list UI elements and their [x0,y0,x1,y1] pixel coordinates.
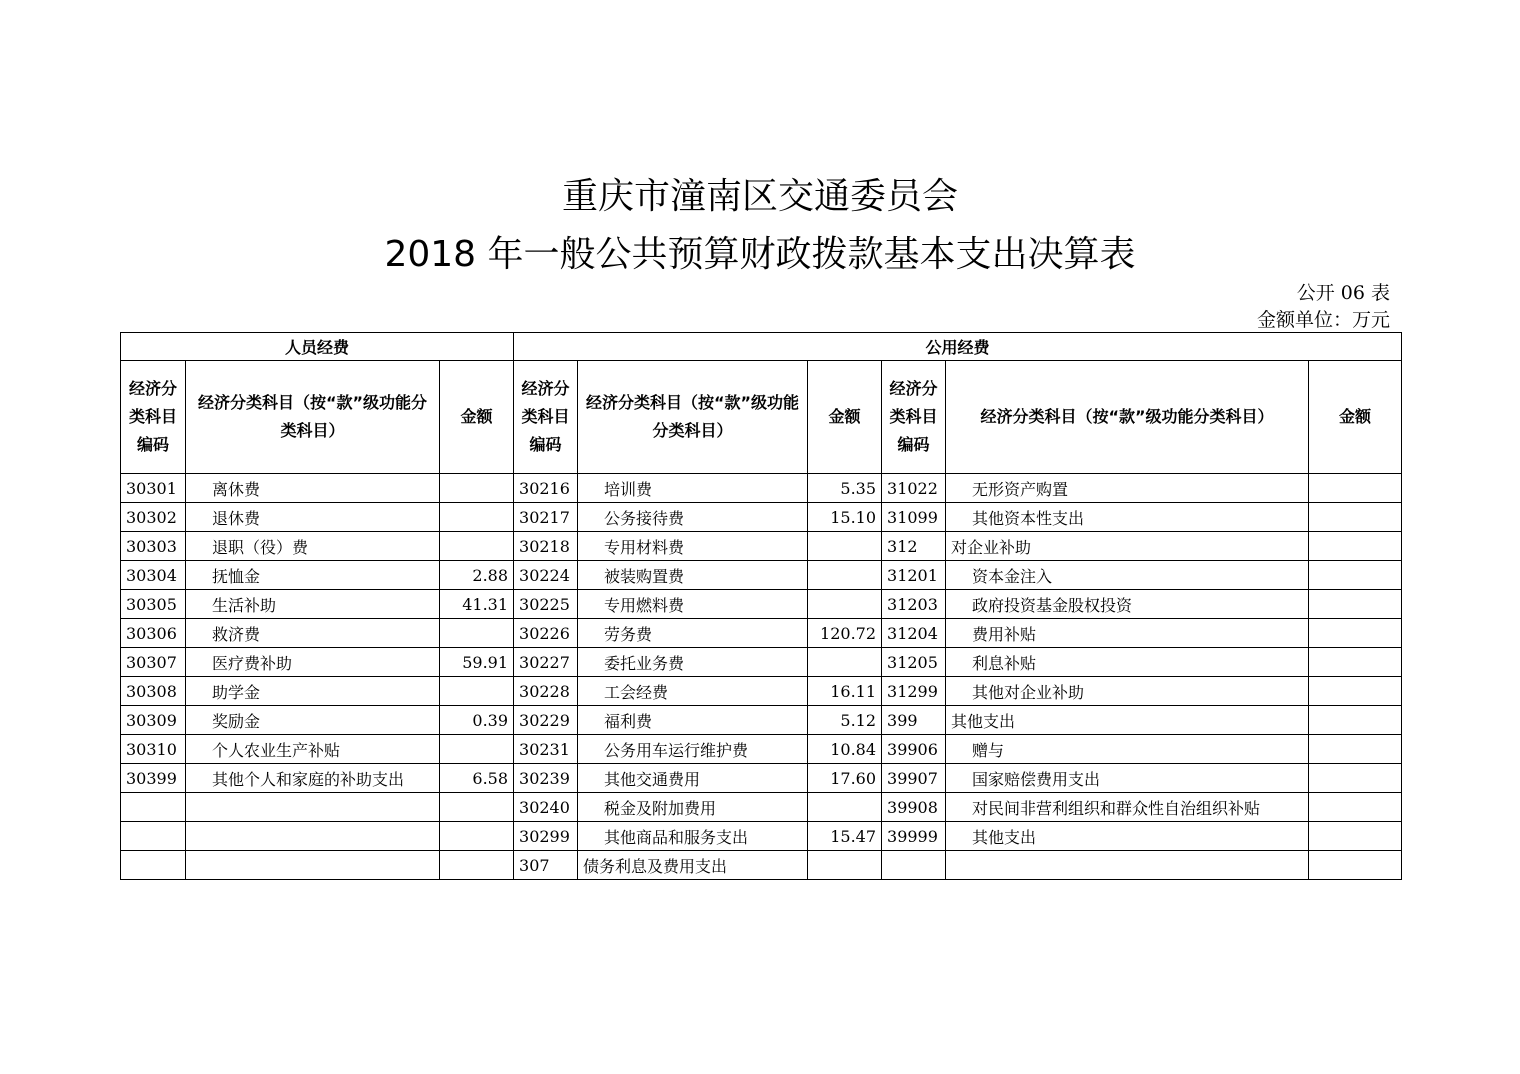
code-cell: 30302 [121,503,186,532]
item-name-cell [186,793,440,822]
item-name-cell: 专用材料费 [578,532,808,561]
code-cell [121,822,186,851]
amount-cell [440,619,514,648]
amount-cell: 41.31 [440,590,514,619]
item-name-cell [946,851,1309,880]
amount-cell: 17.60 [808,764,882,793]
code-cell: 39908 [882,793,946,822]
item-name-cell: 其他资本性支出 [946,503,1309,532]
code-cell: 30239 [514,764,578,793]
amount-cell [1309,590,1402,619]
code-cell: 30301 [121,474,186,503]
item-name-cell: 助学金 [186,677,440,706]
amount-cell [1309,822,1402,851]
code-cell: 30228 [514,677,578,706]
amount-cell [1309,474,1402,503]
code-cell: 30303 [121,532,186,561]
amount-cell [440,793,514,822]
amount-cell: 6.58 [440,764,514,793]
amount-cell [440,677,514,706]
item-name-cell: 其他对企业补助 [946,677,1309,706]
item-name-cell [186,822,440,851]
item-name-cell: 无形资产购置 [946,474,1309,503]
amount-cell [808,851,882,880]
report-title-org: 重庆市潼南区交通委员会 [561,176,958,217]
amount-cell [1309,706,1402,735]
amount-cell [1309,503,1402,532]
item-name-cell: 个人农业生产补贴 [186,735,440,764]
code-cell: 30307 [121,648,186,677]
table-number: 公开 06 表 [1296,282,1390,304]
item-name-cell: 生活补助 [186,590,440,619]
item-name-cell: 委托业务费 [578,648,808,677]
item-name-cell: 离休费 [186,474,440,503]
code-cell: 30310 [121,735,186,764]
amount-unit: 金额单位：万元 [1256,309,1390,331]
item-name-cell: 专用燃料费 [578,590,808,619]
code-cell: 30217 [514,503,578,532]
item-name-cell: 抚恤金 [186,561,440,590]
table-row [121,735,1402,764]
item-name-cell: 公务接待费 [578,503,808,532]
amount-cell: 15.47 [808,822,882,851]
item-name-cell: 其他个人和家庭的补助支出 [186,764,440,793]
col-header-code: 经济分类科目编码 [121,361,186,474]
item-name-cell: 利息补贴 [946,648,1309,677]
code-cell: 30308 [121,677,186,706]
amount-cell [1309,851,1402,880]
group-header-public: 公用经费 [514,333,1402,361]
item-name-cell: 医疗费补助 [186,648,440,677]
amount-cell [1309,619,1402,648]
item-name-cell: 救济费 [186,619,440,648]
table-row [121,619,1402,648]
amount-cell [1309,677,1402,706]
item-name-cell: 被装购置费 [578,561,808,590]
code-cell: 31299 [882,677,946,706]
code-cell: 30305 [121,590,186,619]
amount-cell: 16.11 [808,677,882,706]
code-cell [121,793,186,822]
code-cell: 30226 [514,619,578,648]
amount-cell: 59.91 [440,648,514,677]
table-row [121,851,1402,880]
table-row [121,822,1402,851]
amount-cell: 10.84 [808,735,882,764]
code-cell: 31205 [882,648,946,677]
item-name-cell: 退休费 [186,503,440,532]
code-cell: 31203 [882,590,946,619]
table-row [121,706,1402,735]
col-header-amount: 金额 [808,361,882,474]
table-row [121,503,1402,532]
report-title: 2018 年一般公共预算财政拨款基本支出决算表 [384,234,1136,275]
code-cell: 30240 [514,793,578,822]
code-cell: 30304 [121,561,186,590]
table-row [121,648,1402,677]
item-name-cell: 政府投资基金股权投资 [946,590,1309,619]
code-cell: 30224 [514,561,578,590]
item-name-cell: 劳务费 [578,619,808,648]
expenditure-table [120,332,1402,880]
code-cell: 312 [882,532,946,561]
item-name-cell: 培训费 [578,474,808,503]
amount-cell [1309,648,1402,677]
col-header-code: 经济分类科目编码 [514,361,578,474]
table-row [121,677,1402,706]
col-header-name: 经济分类科目（按“款”级功能分类科目） [946,361,1309,474]
table-row [121,764,1402,793]
code-cell: 39907 [882,764,946,793]
item-name-cell: 奖励金 [186,706,440,735]
code-cell: 39999 [882,822,946,851]
code-cell [882,851,946,880]
col-header-amount: 金额 [1309,361,1402,474]
amount-cell [1309,793,1402,822]
amount-cell [1309,764,1402,793]
item-name-cell: 工会经费 [578,677,808,706]
table-row [121,474,1402,503]
amount-cell [808,532,882,561]
amount-cell [1309,735,1402,764]
code-cell: 31201 [882,561,946,590]
item-name-cell: 其他支出 [946,822,1309,851]
table-row [121,793,1402,822]
code-cell: 30306 [121,619,186,648]
amount-cell [1309,532,1402,561]
table-row [121,561,1402,590]
amount-cell [440,503,514,532]
item-name-cell: 公务用车运行维护费 [578,735,808,764]
col-header-code: 经济分类科目编码 [882,361,946,474]
item-name-cell: 费用补贴 [946,619,1309,648]
code-cell: 31204 [882,619,946,648]
item-name-cell: 资本金注入 [946,561,1309,590]
item-name-cell: 福利费 [578,706,808,735]
item-name-cell: 税金及附加费用 [578,793,808,822]
group-header-personnel: 人员经费 [121,333,514,361]
item-name-cell [186,851,440,880]
amount-cell: 120.72 [808,619,882,648]
amount-cell [808,648,882,677]
amount-cell [440,851,514,880]
item-name-cell: 赠与 [946,735,1309,764]
code-cell: 30231 [514,735,578,764]
amount-cell [440,735,514,764]
code-cell: 30399 [121,764,186,793]
col-header-name: 经济分类科目（按“款”级功能分类科目） [186,361,440,474]
item-name-cell: 债务利息及费用支出 [578,851,808,880]
item-name-cell: 国家赔偿费用支出 [946,764,1309,793]
code-cell [121,851,186,880]
item-name-cell: 退职（役）费 [186,532,440,561]
code-cell: 31022 [882,474,946,503]
code-cell: 30225 [514,590,578,619]
amount-cell: 0.39 [440,706,514,735]
code-cell: 39906 [882,735,946,764]
item-name-cell: 对企业补助 [946,532,1309,561]
code-cell: 30216 [514,474,578,503]
amount-cell [808,561,882,590]
amount-cell: 5.12 [808,706,882,735]
code-cell: 399 [882,706,946,735]
amount-cell [1309,561,1402,590]
code-cell: 30218 [514,532,578,561]
amount-cell [808,793,882,822]
code-cell: 30229 [514,706,578,735]
code-cell: 30299 [514,822,578,851]
item-name-cell: 其他交通费用 [578,764,808,793]
table-row [121,532,1402,561]
col-header-name: 经济分类科目（按“款”级功能分类科目） [578,361,808,474]
col-header-amount: 金额 [440,361,514,474]
amount-cell [808,590,882,619]
amount-cell: 15.10 [808,503,882,532]
item-name-cell: 其他支出 [946,706,1309,735]
code-cell: 30309 [121,706,186,735]
code-cell: 30227 [514,648,578,677]
item-name-cell: 对民间非营利组织和群众性自治组织补贴 [946,793,1309,822]
table-row [121,590,1402,619]
amount-cell: 2.88 [440,561,514,590]
item-name-cell: 其他商品和服务支出 [578,822,808,851]
code-cell: 307 [514,851,578,880]
amount-cell [440,532,514,561]
amount-cell: 5.35 [808,474,882,503]
amount-cell [440,474,514,503]
code-cell: 31099 [882,503,946,532]
amount-cell [440,822,514,851]
